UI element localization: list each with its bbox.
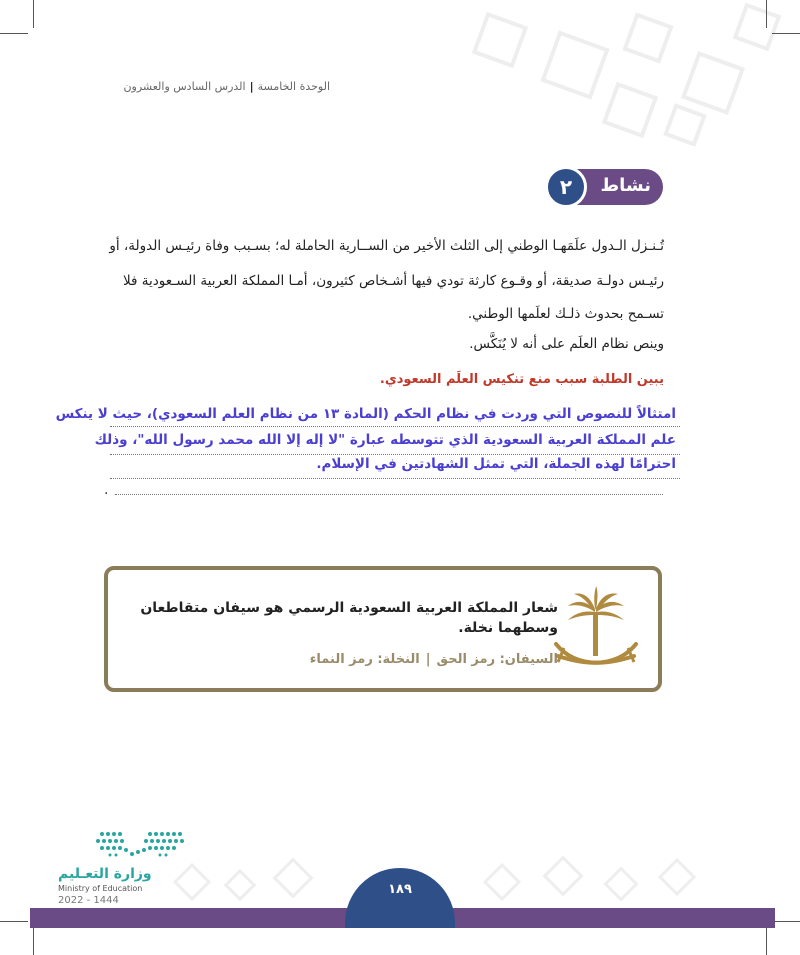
- crop-mark: [33, 927, 34, 955]
- answer-end-mark: .: [104, 482, 109, 498]
- answer-dotted-line: [115, 494, 663, 495]
- answer-line: امتثالاً للنصوص التي وردت في نظام الحكم (المادة ١٣ من نظام العلم السعودي)، حيث لا ينكس: [55, 406, 676, 422]
- crop-mark: [33, 0, 34, 28]
- crop-mark: [0, 33, 28, 34]
- crop-mark: [766, 927, 767, 955]
- crop-mark: [0, 921, 28, 922]
- symbol-separator: |: [425, 652, 431, 667]
- background-pattern: [440, 0, 800, 160]
- breadcrumb-unit: الوحدة الخامسة: [257, 80, 330, 93]
- crop-mark: [772, 33, 800, 34]
- info-box: [104, 566, 662, 692]
- answer-line: علم المملكة العربية السعودية الذي تتوسطه عبارة "لا إله إلا الله محمد رسول الله"، وذلك: [94, 432, 676, 448]
- crop-mark: [772, 921, 800, 922]
- answer-line: احترامًا لهذه الجملة، التي تمثل الشهادتين في الإسلام.: [316, 456, 676, 472]
- paragraph-line: تسـمح بحدوث ذلـك لعلَمها الوطني.: [467, 306, 664, 322]
- breadcrumb-lesson: الدرس السادس والعشرون: [123, 80, 246, 93]
- answer-dotted-line: [110, 478, 680, 479]
- breadcrumb: [123, 80, 330, 93]
- question-text: يبين الطلبة سبب منع تنكيس العلَم السعودي.: [379, 372, 664, 387]
- breadcrumb-separator: |: [249, 80, 254, 93]
- answer-dotted-line: [110, 454, 680, 455]
- paragraph-line: وينص نظام العلَم على أنه لا يُنَكَّس.: [469, 336, 664, 352]
- crop-mark: [766, 0, 767, 28]
- page-number: ١٨٩: [388, 882, 412, 897]
- ministry-logo-icon: [50, 828, 190, 864]
- saudi-emblem-icon: [548, 582, 644, 678]
- answer-dotted-line: [110, 426, 680, 427]
- info-symbols: [310, 652, 558, 667]
- swords-meaning: السيفان: رمز الحق: [436, 652, 558, 667]
- paragraph-line: تُـنـزل الـدول علَمَهـا الوطني إلى الثلث الأخير من الســارية الحاملة له؛ بسـبب وفاة رئيـس الدولة، أو: [109, 238, 664, 254]
- edition-year: 2022 - 1444: [58, 895, 119, 906]
- activity-badge: [545, 166, 663, 208]
- ministry-name-arabic: وزارة التعـليم: [58, 866, 152, 882]
- activity-number: ٢: [545, 166, 587, 208]
- activity-label: نشاط: [600, 175, 651, 196]
- ministry-name-english: Ministry of Education: [58, 884, 143, 893]
- paragraph-line: رئيـس دولـة صديقة، أو وقـوع كارثة تودي فيها أشـخاص كثيرون، أمـا المملكة العربية السـعودية فلا: [122, 273, 664, 289]
- palm-meaning: النخلة: رمز النماء: [309, 652, 420, 667]
- info-text: شعار المملكة العربية السعودية الرسمي هو سيفان متقاطعان وسطهما نخلة.: [140, 600, 558, 636]
